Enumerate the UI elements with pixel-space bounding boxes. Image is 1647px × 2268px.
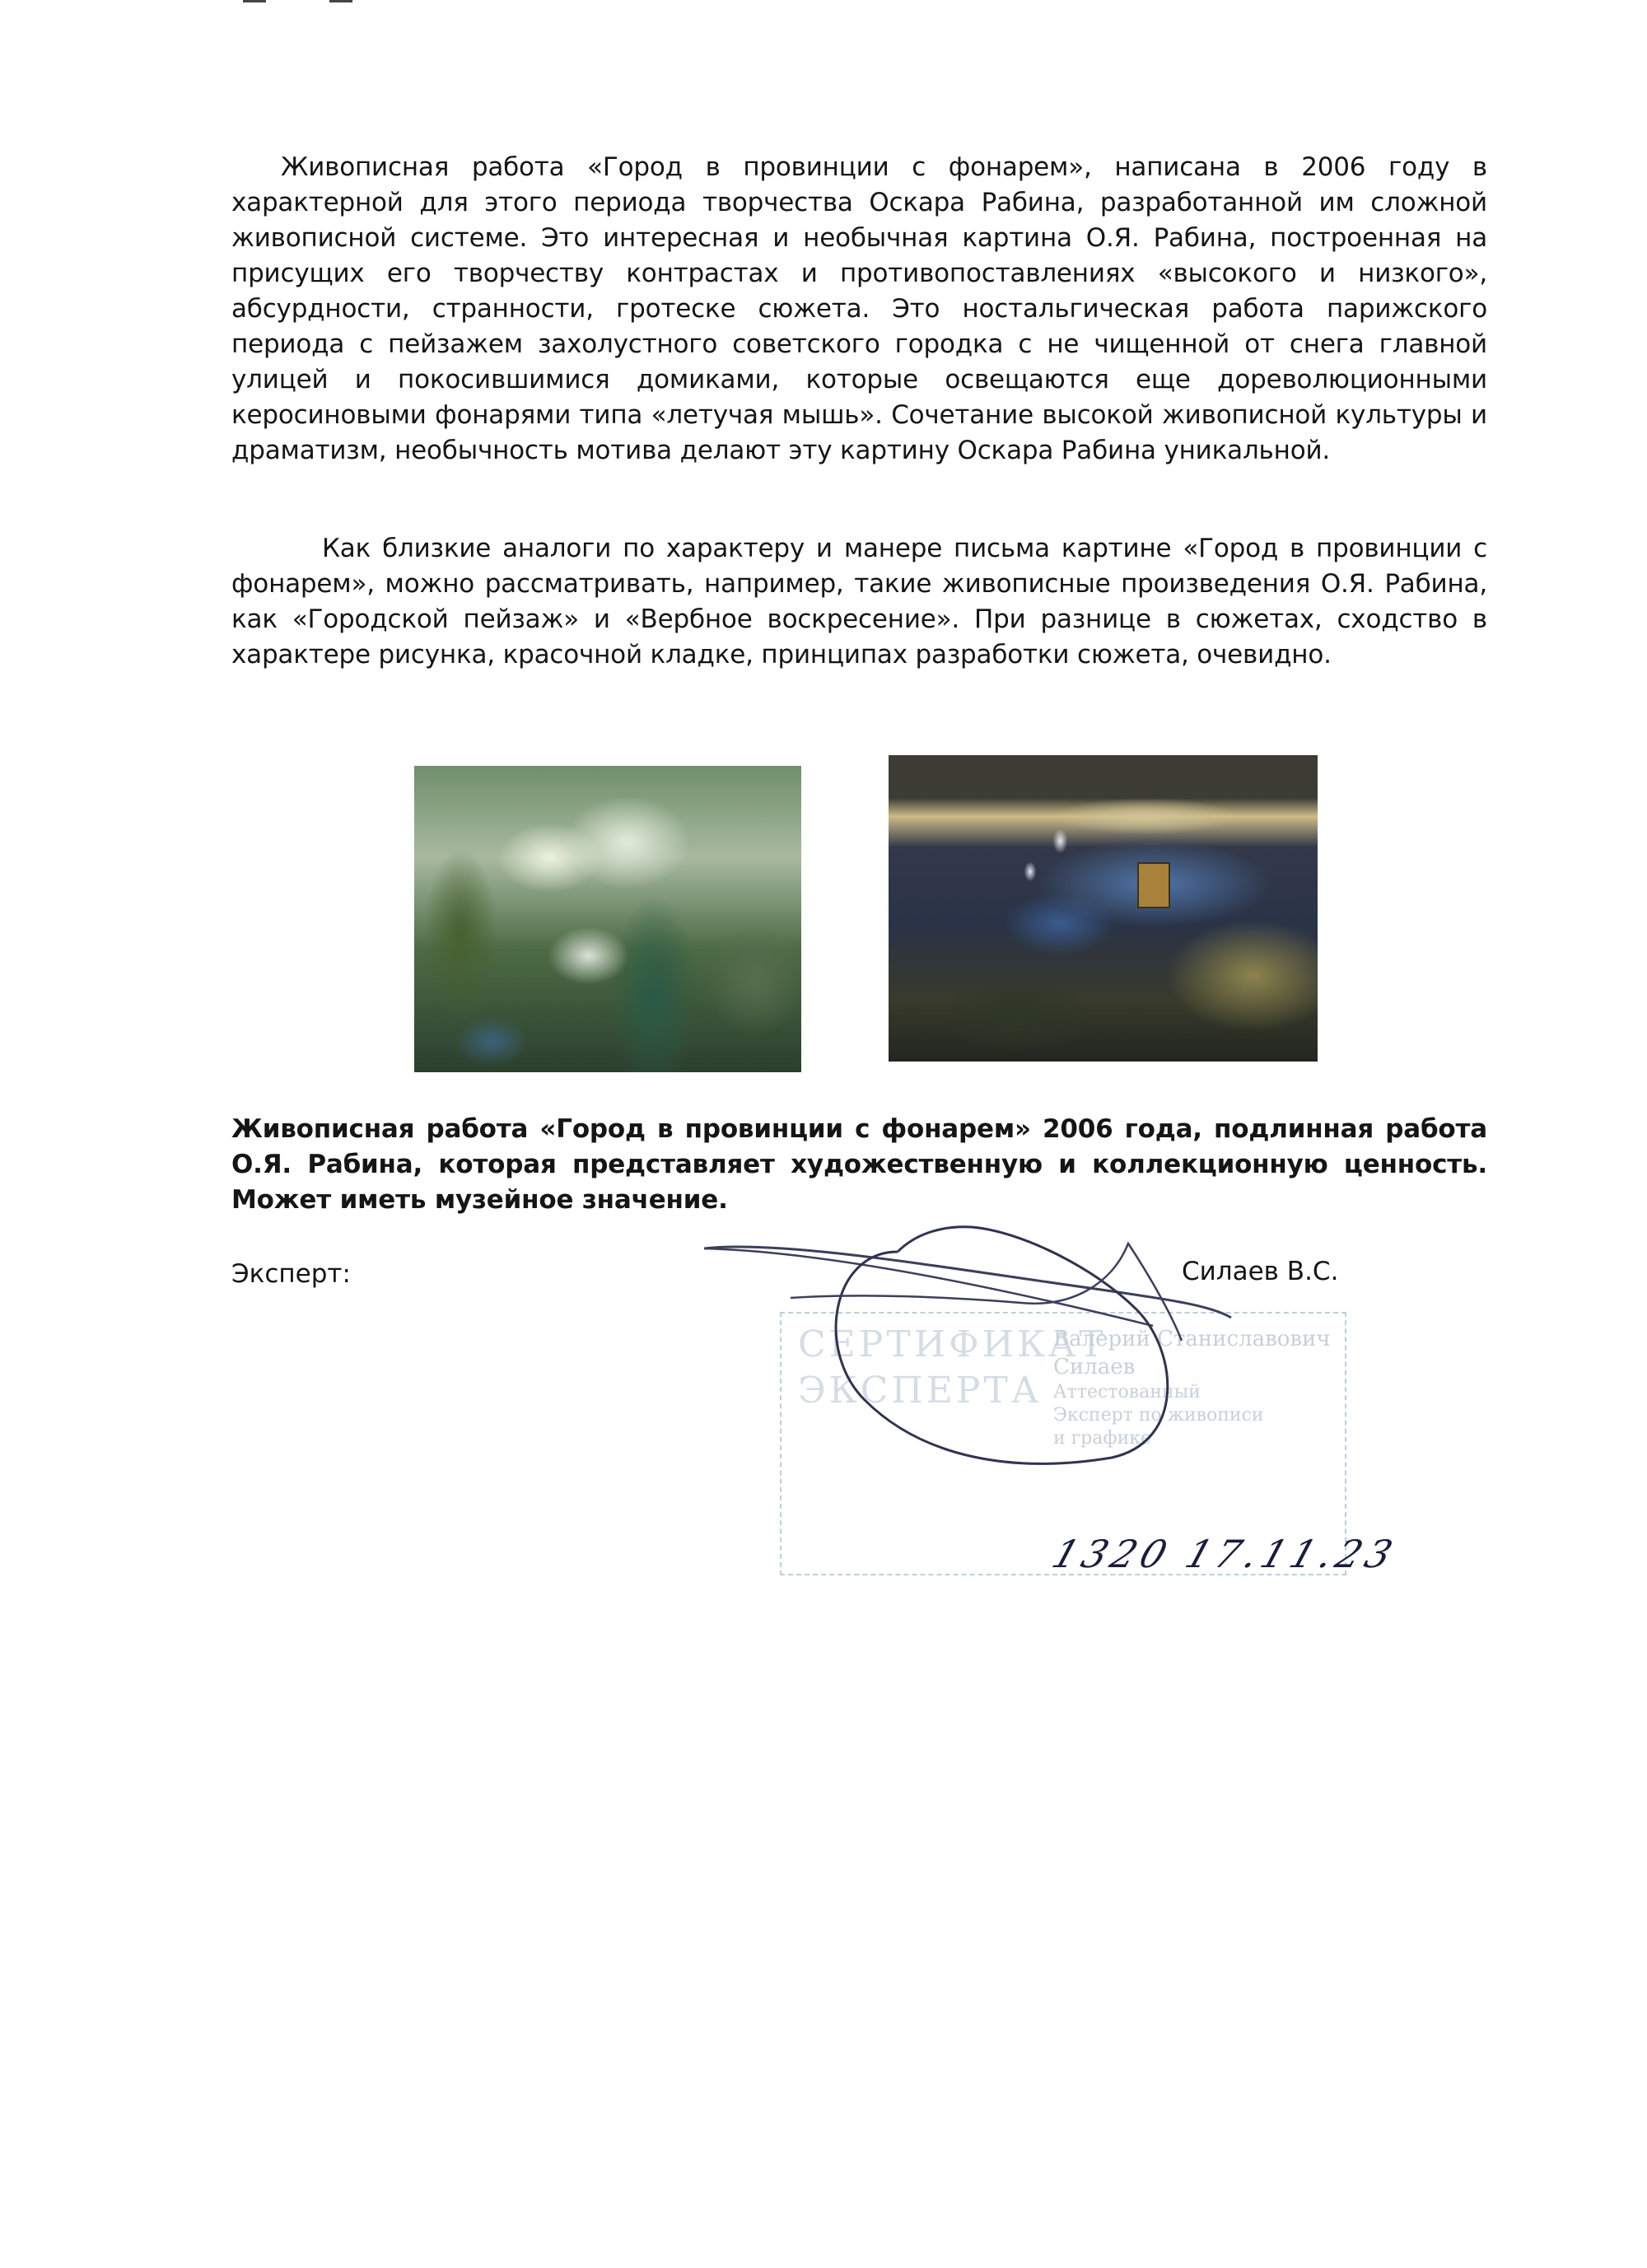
artwork-image-palm-sunday [889, 755, 1318, 1062]
stamp-line: Эксперт по живописи [1053, 1405, 1264, 1426]
artwork-icon-detail [1137, 862, 1170, 908]
stamp-line: Силаев [1053, 1355, 1136, 1379]
conclusion-text: Живописная работа «Город в провинции с фонарем» 2006 года, подлинная работа О.Я. Рабина, которая представляет художественную и коллекционную ценность. Может иметь музейное значение. [231, 1114, 1487, 1215]
signature-stroke [704, 1247, 1231, 1318]
stamp-organization-text: СЕРТИФИКАТ ЭКСПЕРТА [798, 1323, 1107, 1412]
handwritten-registration-number: 1320 17.11.23 [1047, 1532, 1403, 1576]
expert-name: Силаев В.С. [1182, 1257, 1339, 1286]
artwork-image-city-landscape [414, 766, 801, 1072]
stamp-line: Валерий Станиславович [1053, 1327, 1331, 1351]
stamp-line: и графике [1053, 1428, 1152, 1449]
body-paragraph-description: Живописная работа «Город в провинции с фонарем», написана в 2006 году в характерной для этого периода творчества Оскара Рабина, разработанной им сложной живописной системе. Это интересная и необычная картина О.Я. Рабина, построенная на присущих его творчеству контрастах и противопоставлениях «высокого и низкого», абсурдности, странности, гротеске сюжета. Это ностальгическая работа парижского периода с пейзажем захолустного советского городка с не чищенной от снега главной улицей и покосившимися домиками, которые освещаются еще дореволюционными керосиновыми фонарями типа «летучая мышь». Сочетание высокой живописной культуры и драматизм, необычность мотива делают эту картину Оскара Рабина уникальной. [231, 152, 1487, 465]
stamp-details [1053, 1325, 1333, 1450]
body-paragraph-analogues: Как близкие аналоги по характеру и манере письма картине «Город в провинции с фонарем», можно рассматривать, например, такие живописные произведения О.Я. Рабина, как «Городской пейзаж» и «Вербное воскресение». При разнице в сюжетах, сходство в характере рисунка, красочной кладке, принципах разработки сюжета, очевидно. [231, 534, 1487, 670]
scan-artifact [243, 0, 266, 2]
stamp-line: Аттестованный [1053, 1382, 1201, 1402]
expert-label: Эксперт: [231, 1259, 351, 1289]
scan-artifact [329, 0, 352, 2]
